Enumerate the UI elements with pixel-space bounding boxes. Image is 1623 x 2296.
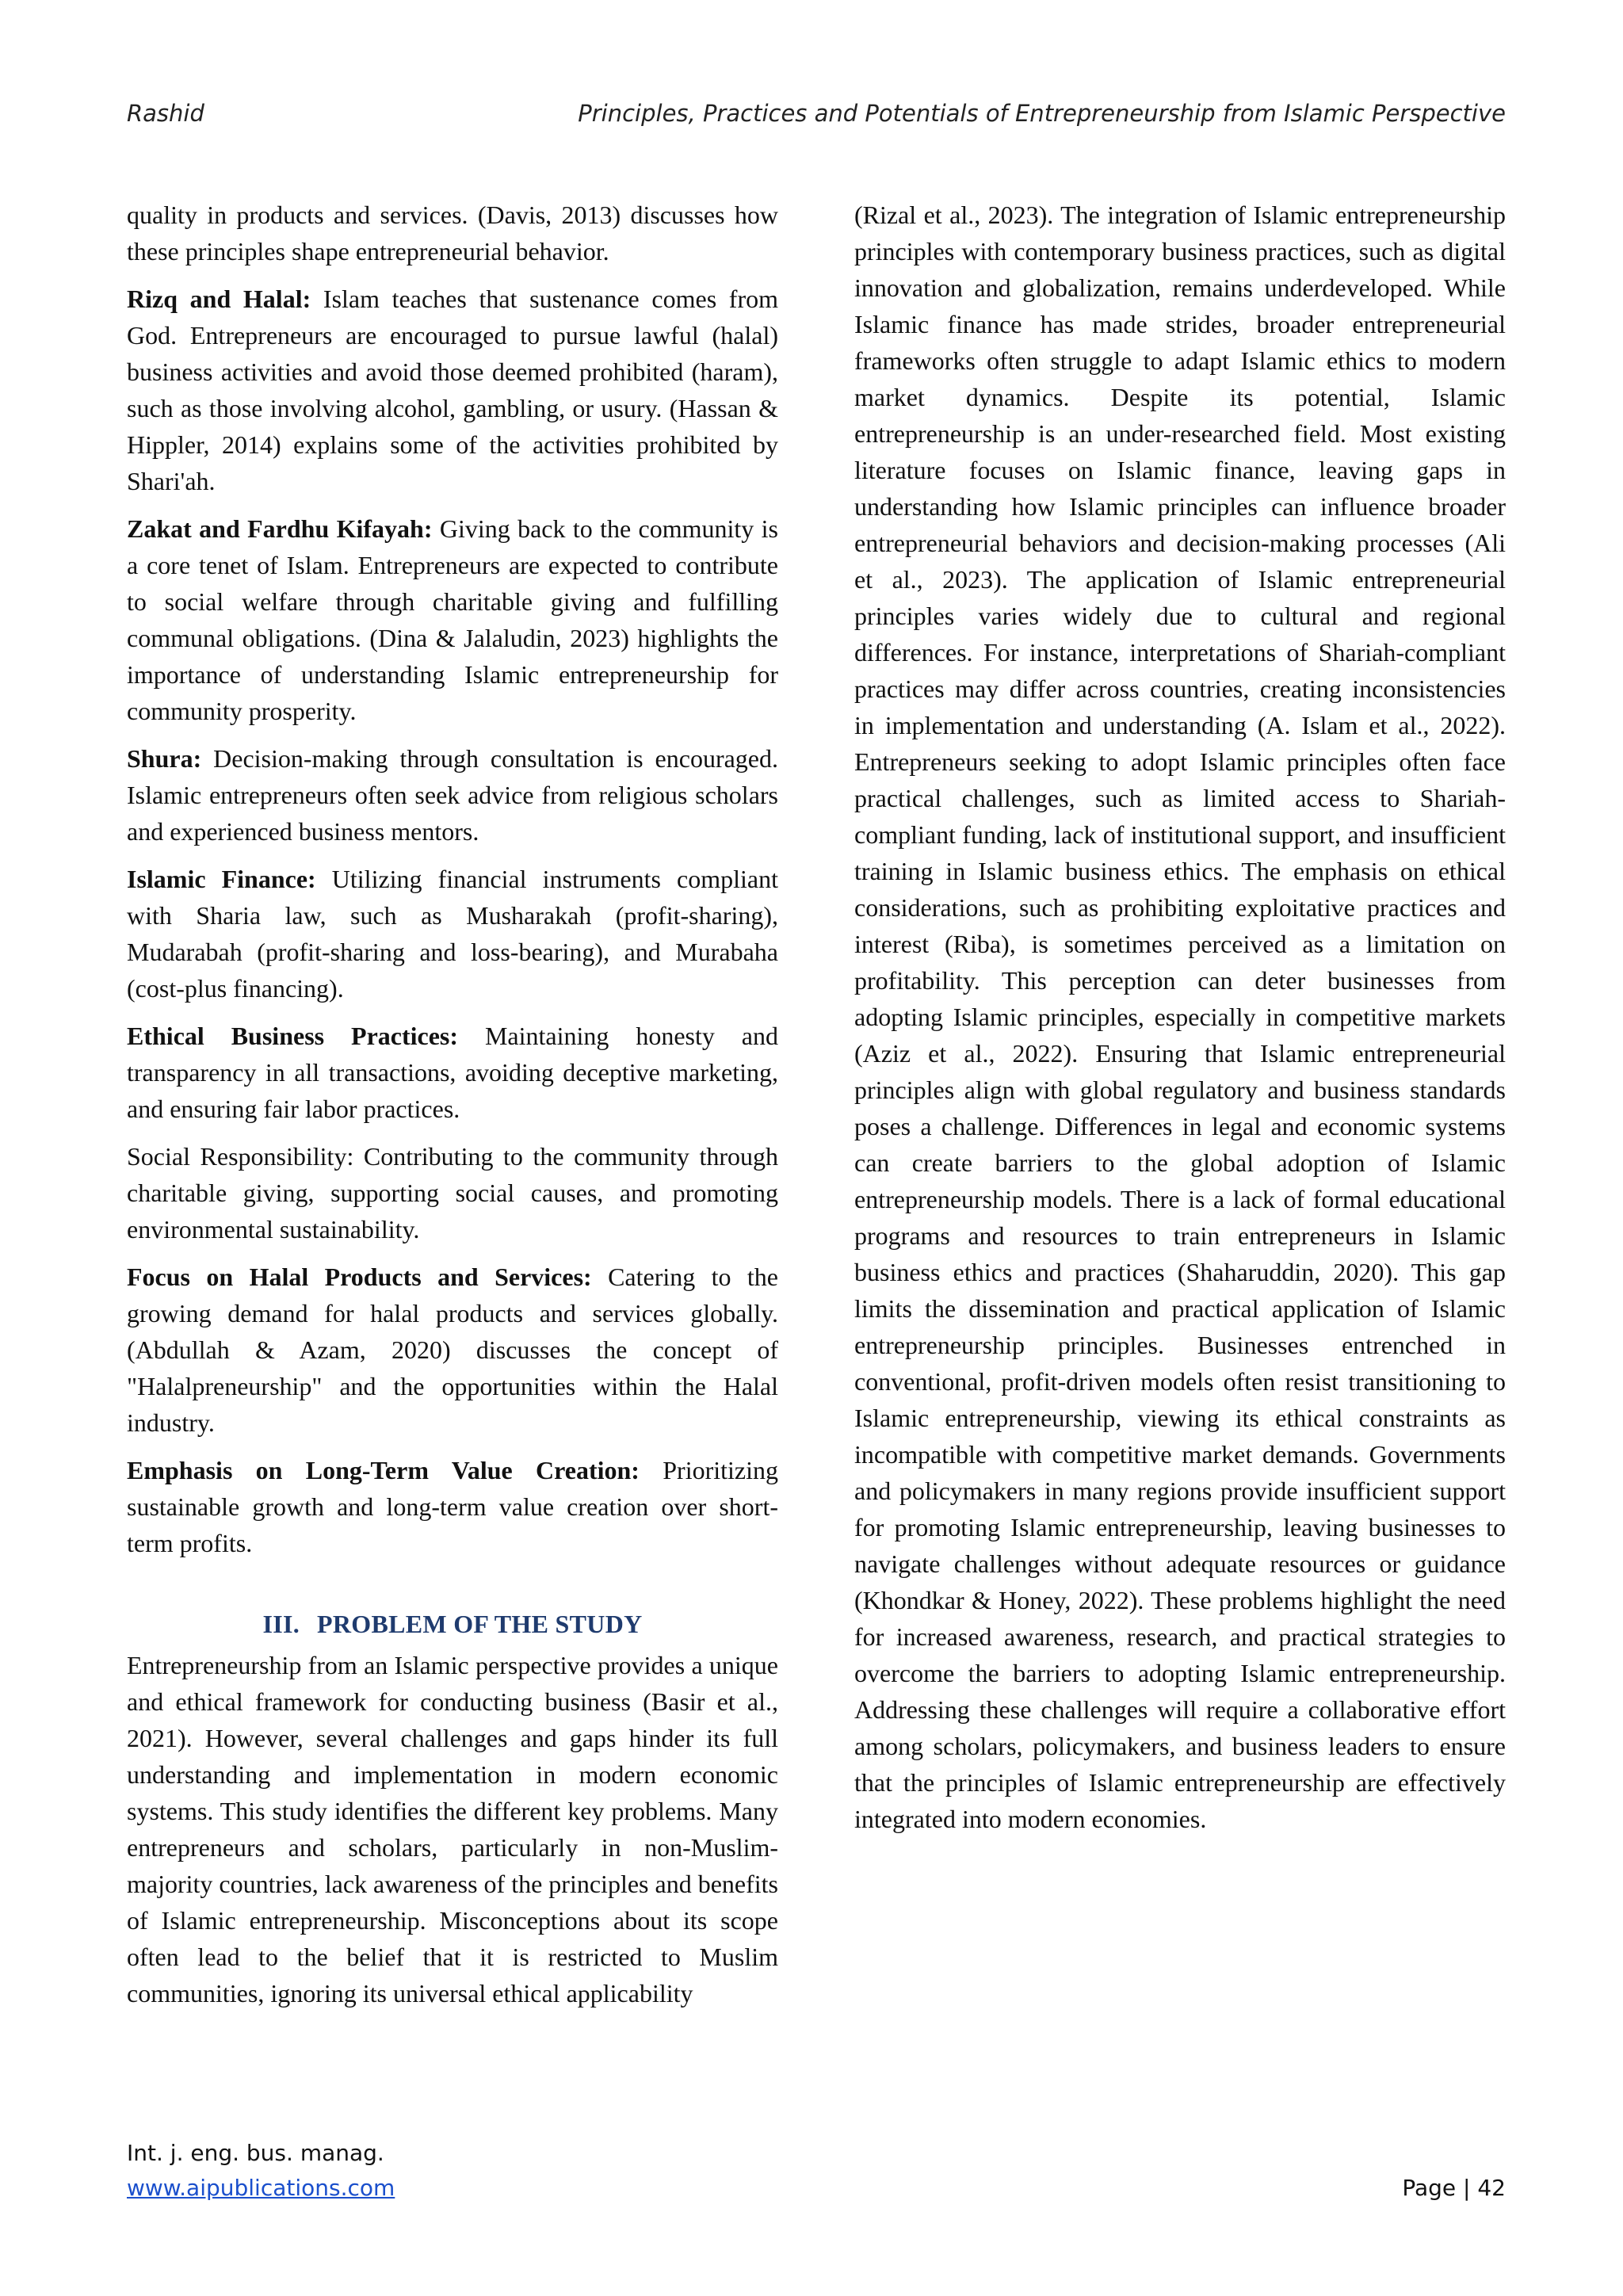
paragraph-problem-continued: (Rizal et al., 2023). The integration of Islamic entrepreneurship principles with contemporary business practices, such as digital innovation and globalization, remains underdeveloped. While Islamic finance has made strides, broader entrepreneurial frameworks often struggle to adapt Islamic ethics to modern market dynamics. Despite its potential, Islamic entrepreneurship is an under-researched field. Most existing literature focuses on Islamic finance, leaving gaps in understanding how Islamic principles can influence broader entrepreneurial behaviors and decision-making processes (Ali et al., 2023). The application of Islamic entrepreneurial principles varies widely due to cultural and regional differences. For instance, interpretations of Shariah-compliant practices may differ across countries, creating inconsistencies in implementation and understanding (A. Islam et al., 2022). Entrepreneurs seeking to adopt Islamic principles often face practical challenges, such as limited access to Shariah-compliant funding, lack of institutional support, and insufficient training in Islamic business ethics. The emphasis on ethical considerations, such as prohibiting exploitative practices and interest (Riba), is sometimes perceived as a limitation on profitability. This perception can deter businesses from adopting Islamic principles, especially in competitive markets (Aziz et al., 2022). Ensuring that Islamic entrepreneurial principles align with global regulatory and business standards poses a challenge. Differences in legal and economic systems can create barriers to the global adoption of Islamic entrepreneurship models. There is a lack of formal educational programs and resources to train entrepreneurs in Islamic business ethics and practices (Shaharuddin, 2020). This gap limits the dissemination and practical application of Islamic entrepreneurship principles. Businesses entrenched in conventional, profit-driven models often resist transitioning to Islamic entrepreneurship, viewing its ethical constraints as incompatible with competitive market demands. Governments and policymakers in many regions provide insufficient support for promoting Islamic entrepreneurship, leaving businesses to navigate challenges without adequate resources or guidance (Khondkar & Honey, 2022). These problems highlight the need for increased awareness, research, and practical strategies to overcome the barriers to adopting Islamic entrepreneurship. Addressing these challenges will require a collaborative effort among scholars, policymakers, and business leaders to ensure that the principles of Islamic entrepreneurship are effectively integrated into modern economies. xyxy=(854,201,1506,1833)
paragraph-text: Catering to the growing demand for halal products and services globally. (Abdullah & Azam, 2020) discusses the concept of "Halalpreneurship" and the opportunities within the Halal industry. xyxy=(127,1263,779,1437)
section-heading xyxy=(127,1606,778,1642)
section-number: III. xyxy=(262,1610,300,1638)
paragraph-problem-intro: Entrepreneurship from an Islamic perspective provides a unique and ethical framework for conducting business (Basir et al., 2021). However, several challenges and gaps hinder its full understanding and implementation in modern economic systems. This study identifies the different key problems. Many entrepreneurs and scholars, particularly in non-Muslim-majority countries, lack awareness of the principles and benefits of Islamic entrepreneurship. Misconceptions about its scope often lead to the belief that it is restricted to Muslim communities, ignoring its universal ethical applicability xyxy=(127,1651,778,2008)
paragraph-text: Giving back to the community is a core tenet of Islam. Entrepreneurs are expected to contribute to social welfare through charitable giving and fulfilling communal obligations. (Dina & Jalaludin, 2023) highlights the importance of understanding Islamic entrepreneurship for community prosperity. xyxy=(127,514,779,725)
paragraph-halal-products xyxy=(127,1259,778,1441)
paragraph-text: Islam teaches that sustenance comes from God. Entrepreneurs are encouraged to pursue lawful (halal) business activities and avoid those deemed prohibited (haram), such as those involving alcohol, gambling, or usury. (Hassan & Hippler, 2014) explains some of the activities prohibited by Shari'ah. xyxy=(127,285,779,495)
term-label: Islamic Finance: xyxy=(127,865,316,893)
paragraph-ethical-practices xyxy=(127,1018,778,1127)
term-label: Focus on Halal Products and Services: xyxy=(127,1263,592,1291)
paragraph-zakat xyxy=(127,510,778,729)
term-label: Ethical Business Practices: xyxy=(127,1022,459,1050)
paragraph-text: Prioritizing sustainable growth and long-term value creation over short-term profits. xyxy=(127,1456,779,1557)
left-column xyxy=(127,197,778,2023)
paragraph-text: Decision-making through consultation is encouraged. Islamic entrepreneurs often seek advice from religious scholars and experienced business mentors. xyxy=(127,744,778,846)
paragraph-rizq-halal xyxy=(127,281,778,499)
footer-journal: Int. j. eng. bus. manag. xyxy=(127,2140,384,2166)
header-title: Principles, Practices and Potentials of Entrepreneurship from Islamic Perspective xyxy=(578,100,1506,127)
section-title: PROBLEM OF THE STUDY xyxy=(317,1610,643,1638)
paragraph-shura xyxy=(127,740,778,850)
paragraph-long-term-value xyxy=(127,1452,778,1561)
footer-url-link[interactable]: www.aipublications.com xyxy=(127,2175,395,2201)
term-label: Rizq and Halal: xyxy=(127,285,311,313)
paragraph-social-responsibility: Social Responsibility: Contributing to the community through charitable giving, supporting social causes, and promoting environmental sustainability. xyxy=(127,1142,778,1244)
page-number: Page | 42 xyxy=(1402,2175,1506,2201)
term-label: Zakat and Fardhu Kifayah: xyxy=(127,514,433,543)
right-column xyxy=(854,197,1506,1848)
paragraph: quality in products and services. (Davis, 2013) discusses how these principles shape entrepreneurial behavior. xyxy=(127,201,778,266)
running-header xyxy=(127,100,1506,132)
paragraph-islamic-finance xyxy=(127,861,778,1007)
paragraph-text: Utilizing financial instruments compliant with Sharia law, such as Musharakah (profit-sharing), Mudarabah (profit-sharing and loss-bearing), and Murabaha (cost-plus financing). xyxy=(127,865,779,1003)
paragraph-text: Maintaining honesty and transparency in all transactions, avoiding deceptive marketing, and ensuring fair labor practices. xyxy=(127,1022,779,1123)
term-label: Emphasis on Long-Term Value Creation: xyxy=(127,1456,640,1484)
header-author: Rashid xyxy=(127,100,204,127)
term-label: Shura: xyxy=(127,744,202,773)
